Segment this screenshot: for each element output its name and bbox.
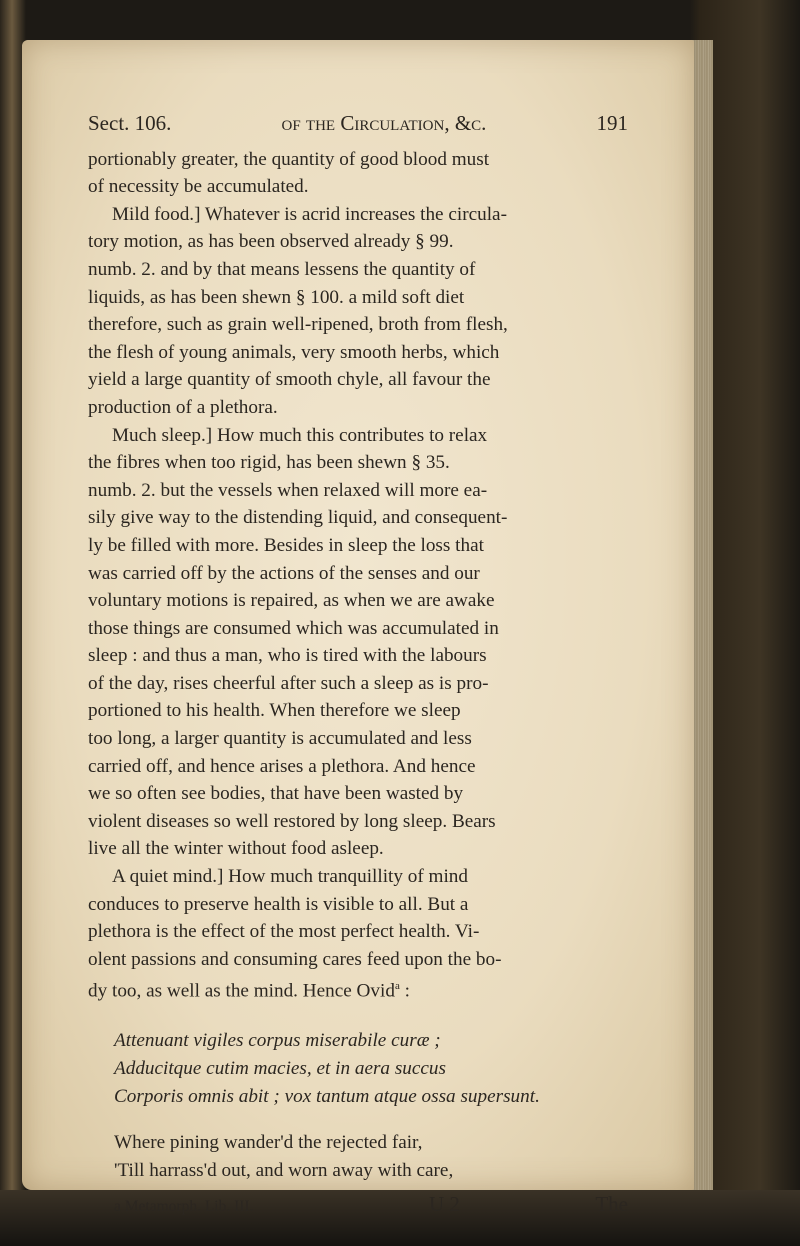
text-line: carried off, and hence arises a plethora. And hence bbox=[88, 755, 476, 777]
text-line: yield a large quantity of smooth chyle, all favour the bbox=[88, 369, 491, 391]
text-line: was carried off by the actions of the senses and our bbox=[88, 562, 480, 584]
verse-line: Adducitque cutim macies, et in aera succus bbox=[114, 1058, 446, 1080]
text-line: the fibres when too rigid, has been shewn § 35. bbox=[88, 452, 450, 474]
text-line: too long, a larger quantity is accumulated and less bbox=[88, 728, 472, 750]
text-line-content: dy too, as well as the mind. Hence Ovid bbox=[88, 980, 395, 1002]
text-line-end: : bbox=[399, 980, 410, 1002]
text-line: voluntary motions is repaired, as when we are awake bbox=[88, 590, 495, 612]
text-line: the flesh of young animals, very smooth herbs, which bbox=[88, 341, 500, 363]
text-line: A quiet mind.] How much tranquillity of mind bbox=[112, 866, 468, 888]
text-line: those things are consumed which was accumulated in bbox=[88, 617, 499, 639]
page-number: 191 bbox=[596, 111, 628, 135]
body-text bbox=[88, 146, 628, 1006]
text-line: liquids, as has been shewn § 100. a mild soft diet bbox=[88, 286, 465, 308]
verse-line: Corporis omnis abit ; vox tantum atque ossa supersunt. bbox=[114, 1086, 540, 1108]
text-line: sleep : and thus a man, who is tired with the labours bbox=[88, 645, 487, 667]
text-line: tory motion, as has been observed already § 99. bbox=[88, 231, 454, 253]
text-line: numb. 2. and by that means lessens the quantity of bbox=[88, 258, 476, 280]
running-title: of the Circulation, &c. bbox=[281, 111, 487, 135]
text-line: we so often see bodies, that have been wasted by bbox=[88, 783, 464, 805]
verse-line: Where pining wander'd the rejected fair, bbox=[114, 1132, 423, 1154]
verse-line: 'Till harrass'd out, and worn away with care, bbox=[114, 1159, 454, 1181]
text-line: portionably greater, the quantity of good blood must bbox=[88, 148, 490, 170]
text-line: sily give way to the distending liquid, and consequent- bbox=[88, 507, 508, 529]
text-line: conduces to preserve health is visible to all. But a bbox=[88, 893, 469, 915]
text-line: ly be filled with more. Besides in sleep the loss that bbox=[88, 534, 484, 556]
text-line: production of a plethora. bbox=[88, 396, 278, 418]
section-label: Sect. 106. bbox=[88, 111, 172, 135]
text-line: of the day, rises cheerful after such a sleep as is pro- bbox=[88, 672, 489, 694]
page-text bbox=[88, 110, 628, 1220]
running-head bbox=[88, 110, 628, 138]
footnote: a Metamorph. Lib. III. bbox=[114, 1197, 254, 1215]
text-line: live all the winter without food asleep. bbox=[88, 838, 384, 860]
text-line: Much sleep.] How much this contributes to relax bbox=[112, 424, 488, 446]
catchword: The bbox=[595, 1191, 628, 1216]
footnote-marker: a bbox=[394, 980, 400, 993]
text-line: olent passions and consuming cares feed upon the bo- bbox=[88, 948, 502, 970]
text-line: numb. 2. but the vessels when relaxed will more ea- bbox=[88, 479, 488, 501]
page-footer bbox=[88, 1191, 628, 1221]
english-verse bbox=[88, 1129, 628, 1184]
text-line bbox=[88, 973, 628, 1005]
text-line: therefore, such as grain well-ripened, broth from flesh, bbox=[88, 314, 508, 336]
verse-line: Attenuant vigiles corpus miserabile curæ ; bbox=[114, 1030, 441, 1052]
text-line: portioned to his health. When therefore we sleep bbox=[88, 700, 461, 722]
text-line: Mild food.] Whatever is acrid increases the circula- bbox=[112, 203, 507, 225]
latin-verse bbox=[88, 1027, 628, 1111]
signature-mark: U 2 bbox=[428, 1191, 460, 1216]
text-line: violent diseases so well restored by long sleep. Bears bbox=[88, 810, 496, 832]
text-line: plethora is the effect of the most perfect health. Vi- bbox=[88, 921, 480, 943]
text-line: of necessity be accumulated. bbox=[88, 176, 309, 198]
